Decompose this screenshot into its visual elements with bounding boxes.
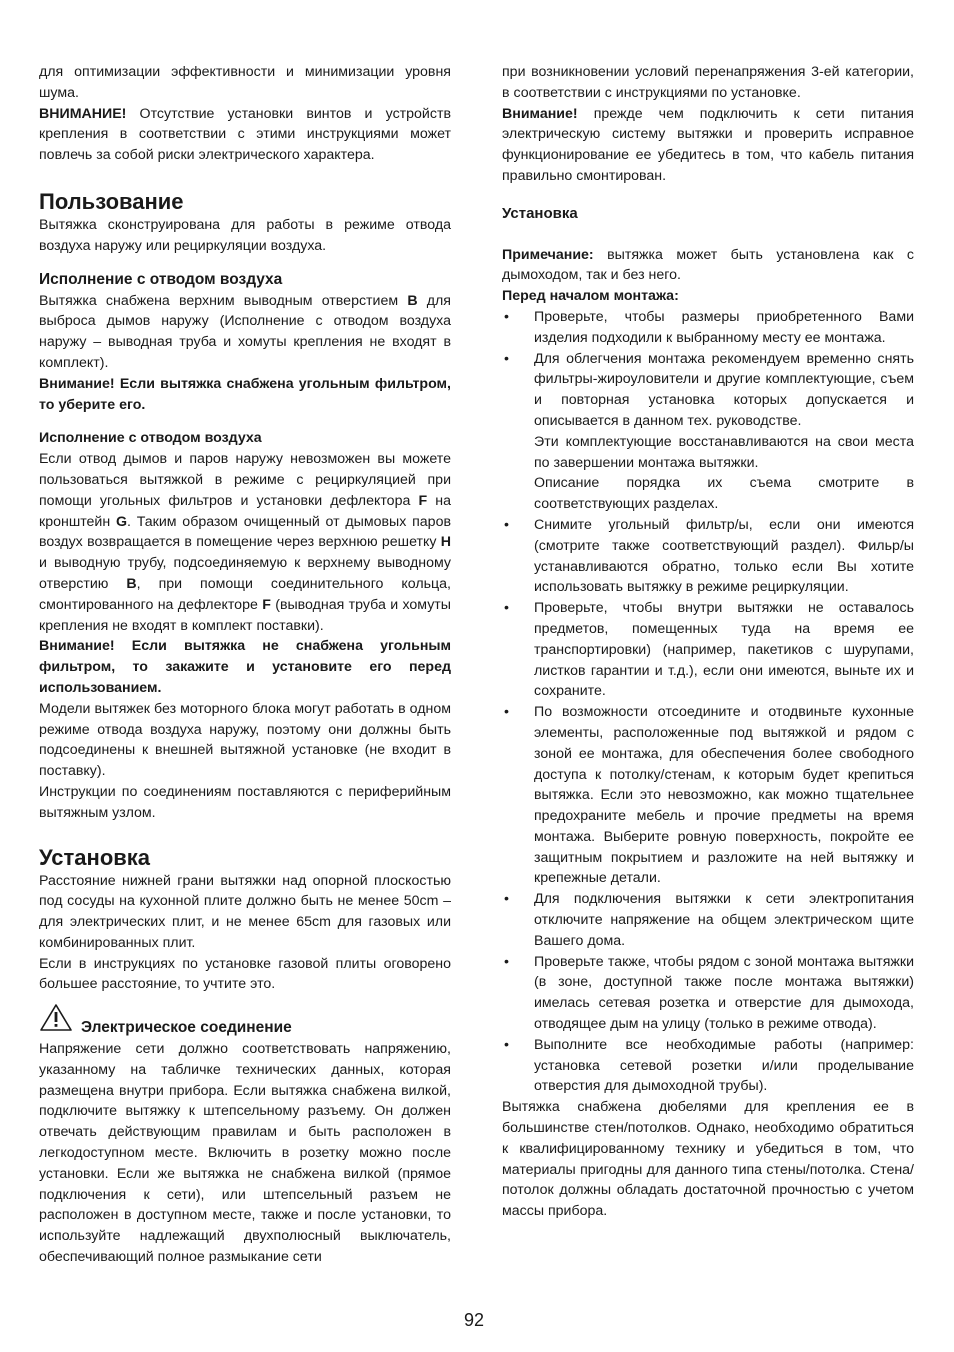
exhaust-text: Вытяжка снабжена верхним выводным отверстием B для выброса дымов наружу (Исполнение с отводом воздуха наружу – выводная труба и хомуты крепления не входят в комплект). (39, 292, 451, 371)
heading-usage: Пользование (39, 188, 184, 214)
warning-paragraph: ВНИМАНИЕ! Отсутствие установки винтов и устройств крепления в соответствии с этими инструкциями может повлечь за собой риски электрического характера. (39, 105, 451, 164)
heading-installation: Установка (39, 844, 151, 870)
list-item: • Проверьте, чтобы размеры приобретенного Вами изделия подходили к выбранному месту ее монтажа. (502, 307, 914, 349)
electrical-text: Напряжение сети должно соответствовать напряжению, указанному на табличке технических данных, которая размещена внутри прибора. Если вытяжка снабжена вилкой, подключите вытяжку к штепсельному разъему. Он должен отвечать действующим правилам и быть расположен в легкодоступном месте. Включить в розетку можно после установки. Если же вытяжка не снабжена вилкой (прямое подключения к сети), или штепсельный разъем не расположен в доступном месте, также и после установки, то используйте надлежащий двухполюсный выключатель, обеспечивающий полное размыкание сети (39, 1041, 451, 1266)
models-text: Модели вытяжек без моторного блока могут работать в одном режиме отвода воздуха наружу, поэтому они должны быть подсоединены к внешней вытяжной установке (не входит в поставку). (39, 700, 451, 780)
right-warning-paragraph: Внимание! прежде чем подключить к сети питания электрическую систему вытяжки и проверить исправное функционирование ее убедитесь в том, что кабель питания правильно смонтирован. (502, 105, 914, 184)
list-item: • Для облегчения монтажа рекомендуем временно снять фильтры-жироуловители и другие комплектующие, съем и повторная установка которых допускается и описывается в данном тех. руководстве. Эти комплектующие восстанавливаются на свои места по завершении монтажа вытяжки. Описание порядка их съема смотрите в соответствующих разделах. (502, 349, 914, 515)
heading-electrical-connection: Электрическое соединение (81, 1019, 292, 1037)
instructions-text: Инструкции по соединениям поставляются с периферийным вытяжным узлом. (39, 783, 451, 821)
recirculation-text: Если отвод дымов и паров наружу невозможен вы можете пользоваться вытяжкой в режиме с рециркуляцией при помощи угольных фильтров и установки дефлектора F на кронштейн G. Таким образом очищенный от дымовых паров воздух возвращается в помещение через верхнюю решетку H и выводную трубу, подсоединяемую к верхнему выводному отверстию B, при помощи соединительного кольца, смонтированного на дефлекторе F (выводная труба и хомуты крепления не входят в комплект поставки). (39, 451, 452, 634)
installation-checklist (502, 307, 914, 1097)
list-item: • Выполните все необходимые работы (например: установка сетевой розетки и/или проделывание отверстия для дымоходной трубы). (502, 1035, 914, 1097)
electric-heading-row (39, 1003, 451, 1039)
before-install-label: Перед началом монтажа: (502, 288, 679, 305)
overvoltage-text: при возникновении условий перенапряжения 3-ей категории, в соответствии с инструкциями по установке. (502, 64, 914, 101)
right-column (502, 62, 914, 1222)
list-item: • По возможности отсоедините и отодвиньте кухонные элементы, расположенные под вытяжкой и рядом с зоной ее монтажа, для обеспечения более свободного доступа к потолку/стенам, к которым будет крепиться вытяжка. Если это невозможно, как можно тщательнее предохраните мебель и прочие предметы на время монтажа. Выберите ровную поверхность, покройте ее защитным покрытием и разложите на ней вытяжку и крепежные детали. (502, 702, 914, 889)
usage-text: Вытяжка сконструирована для работы в режиме отвода воздуха наружу или рециркуляции воздуха. (39, 216, 451, 254)
heading-recirculation-mode: Исполнение с отводом воздуха (39, 430, 262, 447)
list-item: • Для подключения вытяжки к сети электропитания отключите напряжение на общем электрическом щите Вашего дома. (502, 889, 914, 951)
warning-label: ВНИМАНИЕ! (39, 105, 127, 122)
closing-paragraph: Вытяжка снабжена дюбелями для крепления ее в большинстве стен/потолков. Однако, необходимо обратиться к квалифицированному технику и убедиться в том, что материалы пригодны для данного типа стены/потолка. Стена/потолок должны обладать достаточной прочностью с учетом массы прибора. (502, 1099, 914, 1220)
heading-exhaust-mode: Исполнение с отводом воздуха (39, 270, 283, 288)
heading-installation-right: Установка (502, 204, 578, 222)
intro-paragraph: для оптимизации эффективности и минимизации уровня шума. (39, 64, 451, 101)
left-column (39, 62, 451, 1268)
installation-gas-note: Если в инструкциях по установке газовой плиты оговорено большее расстояние, то учтите это. (39, 955, 451, 993)
page-number: 92 (464, 1310, 485, 1330)
list-item: • Проверьте также, чтобы рядом с зоной монтажа вытяжки (в зоне, доступной также после монтажа вытяжки) имелась сетевая розетка и отверстие для дымохода, отводящее дым на улицу (только в режиме отвода). (502, 952, 914, 1035)
exhaust-warning: Внимание! Если вытяжка снабжена угольным фильтром, то уберите его. (39, 375, 451, 413)
list-item: • Проверьте, чтобы внутри вытяжки не оставалось предметов, помещенных туда на время ее транспортировки) (например, пакетиков с шурупами, листков гарантии и т.д.), если они имеются, выньте их и сохраните. (502, 598, 914, 702)
recirculation-warning: Внимание! Если вытяжка не снабжена угольным фильтром, то закажите и установите его перед использованием. (39, 638, 451, 696)
list-item: • Снимите угольный фильтр/ы, если они имеются (смотрите также соответствующий раздел). Фильр/ы устанавливаются обратно, только если Вы хотите использовать вытяжку в режиме рециркуляции. (502, 515, 914, 598)
note-paragraph: Примечание: вытяжка может быть установлена как с дымоходом, так и без него. (502, 246, 914, 284)
warning-triangle-icon (39, 1003, 73, 1039)
installation-distance: Расстояние нижней грани вытяжки над опорной плоскостью под сосуды на кухонной плите должно быть не менее 50cm – для электрических плит, и не менее 65cm для газовых или комбинированных плит. (39, 872, 451, 951)
